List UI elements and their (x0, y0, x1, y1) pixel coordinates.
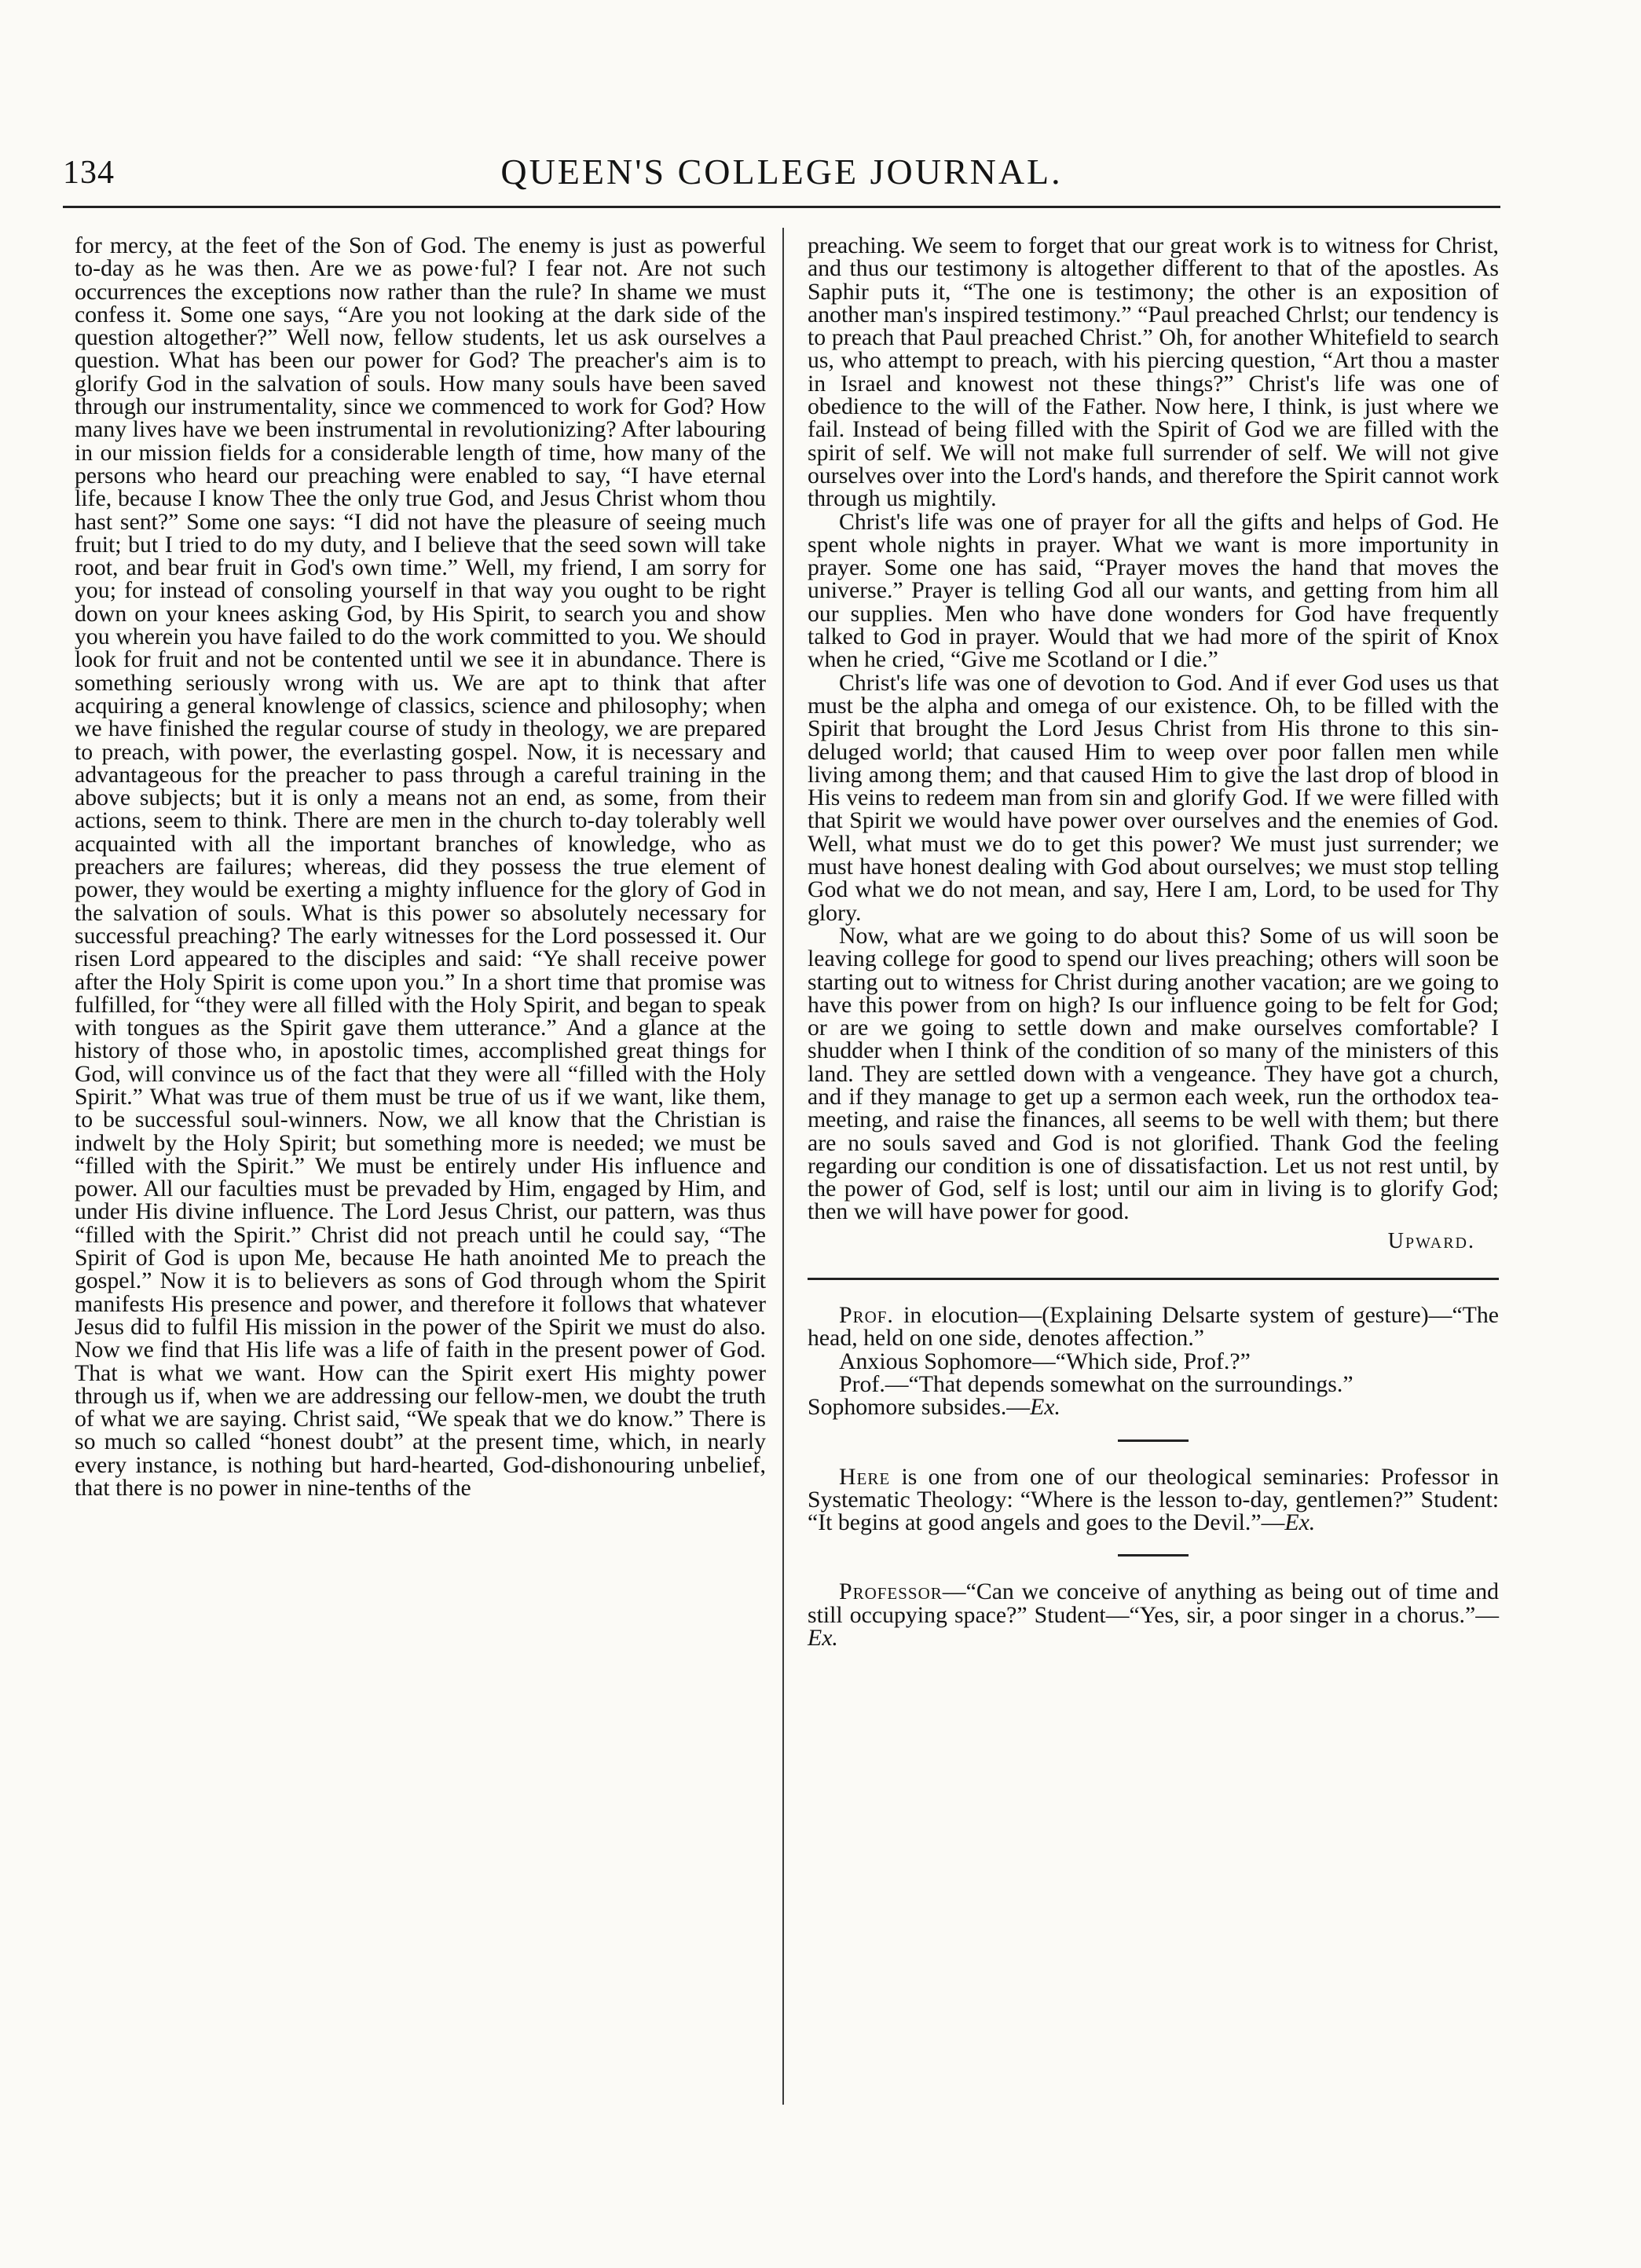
author-signature: Upward. (1387, 1228, 1475, 1253)
joke-2-lead: Here (839, 1463, 891, 1490)
joke-1-line-3: Prof.—“That depends somewhat on the surroundings.” (839, 1370, 1353, 1397)
joke-3-text: —“Can we conceive of anything as being out of time and still occupying space?” Student—“Yes, sir, a poor singer in a chorus.”— (808, 1578, 1499, 1628)
journal-title: QUEEN'S COLLEGE JOURNAL. (500, 152, 1063, 192)
joke-1-source: Ex. (1030, 1394, 1060, 1421)
joke-2-source: Ex. (1284, 1509, 1316, 1536)
joke-3-source: Ex. (808, 1625, 838, 1652)
article-paragraph: Christ's life was one of devotion to God. And if ever God uses us that must be the alpha and omega of our existence. Oh, to be filled with the Spirit that brought the Lord Jesus Christ from His throne to this sin-deluged world; that caused Him to weep over poor fallen men while living among them; and that caused Him to give the last drop of blood in His veins to redeem man from sin and glorify God. If we were filled with that Spirit we would have power over ourselves and the enemies of God. Well, what must we do to get this power? We must just surrender; we must have honest dealing with God about ourselves; we must stop telling God what we do not mean, and say, Here I am, Lord, to be used for Thy glory. (808, 669, 1499, 926)
jokes-section (808, 1302, 1499, 1652)
page-number: 134 (63, 155, 115, 191)
short-rule (1118, 1554, 1189, 1557)
joke-2 (808, 1465, 1499, 1535)
article-paragraph: Christ's life was one of prayer for all the gifts and helps of God. He spent whole nights in prayer. What we want is more importunity in prayer. Some one has said, “Prayer moves the hand that moves the universe.” Prayer is telling God all our wants, and getting from him all our supplies. Men who have done wonders for God have frequently talked to God in prayer. Would that we had more of the spirit of Knox when he cried, “Give me Scotland or I die.” (808, 508, 1499, 673)
joke-1-text: in elocution—(Explaining Delsarte system of gesture)—“The head, held on one side, denotes affection.” (808, 1302, 1499, 1352)
joke-2-text: is one from one of our theological seminaries: Professor in Systematic Theology: “Where is the lesson to-day, gentlemen?” Student: “It begins at good angels and goes to the Devil.”— (808, 1463, 1499, 1536)
page-header (63, 148, 1500, 203)
left-column (75, 234, 766, 2119)
joke-1-line-2: Anxious Sophomore—“Which side, Prof.?” (839, 1348, 1251, 1374)
right-column (808, 232, 1499, 1652)
short-rule (1118, 1439, 1189, 1442)
joke-1-lead: Prof. (839, 1302, 894, 1329)
joke-3-lead: Professor (839, 1578, 943, 1605)
article-paragraph: for mercy, at the feet of the Son of God. The enemy is just as powerful to-day as he was then. Are we as powe·ful? I fear not. Are not such occurrences the exceptions now rather than the rule? In shame we must confess it. Some one says, “Are you not looking at the dark side of the question altogether?” Well now, fellow students, let us ask ourselves a question. What has been our power for God? The preacher's aim is to glorify God in the salvation of souls. How many souls have been saved through our instrumentality, since we commenced to work for God? How many lives have we been instrumental in revolutionizing? After labouring in our mission fields for a considerable length of time, how many of the persons who heard our preaching were enabled to say, “I have eternal life, because I know Thee the only true God, and Jesus Christ whom thou hast sent?” Some one says: “I did not have the pleasure of seeing much fruit; but I tried to do my duty, and I believe that the seed sown will take root, and bear fruit in God's own time.” Well, my friend, I am sorry for you; for instead of consoling yourself in that way you ought to be right down on your knees asking God, by His Spirit, to search you and show you wherein you have failed to do the work committed to you. We should look for fruit and not be contented until we see it in abundance. There is something seriously wrong with us. We are apt to think that after acquiring a general knowlenge of classics, science and philosophy; when we have finished the regular course of study in theology, we are prepared to preach, with power, the everlasting gospel. Now, it is necessary and advantageous for the preacher to pass through a careful training in the above subjects; but it is only a means not an end, as some, from their actions, seem to think. There are men in the church to-day tolerably well acquainted with all the important branches of knowledge, who as preachers are failures; whereas, did they possess the true element of power, they would be exerting a mighty influence for the glory of God in the salvation of souls. What is this power so absolutely necessary for successful preaching? The early witnesses for the Lord possessed it. Our risen Lord appeared to the disciples and said: “Ye shall receive power after the Holy Spirit is come upon you.” In a short time that promise was fulfilled, for “they were all filled with the Holy Spirit, and began to speak with tongues as the Spirit gave them utterance.” And a glance at the history of those who, in apostolic times, accomplished great things for God, will convince us of the fact that they were all “filled with the Holy Spirit.” What was true of them must be true of us if we want, like them, to be successful soul-winners. Now, we all know that the Christian is indwelt by the Holy Spirit; but something more is needed; we must be “filled with the Spirit.” We must be entirely under His influence and power. All our faculties must be prevaded by Him, engaged by Him, and under His divine influence. The Lord Jesus Christ, our pattern, was thus “filled with the Spirit.” Christ did not preach until he could say, “The Spirit of God is upon Me, because He hath anointed Me to preach the gospel.” Now it is to believers as sons of God through whom the Spirit manifests His presence and power, and therefore it follows that whatever Jesus did to fulfil His mission in the power of the Spirit we must do also. Now we find that His life was a life of faith in the present power of God. That is what we want. How can the Spirit exert His mighty power through us if, when we are addressing our fellow-men, we doubt the truth of what we are saying. Christ said, “We speak that we do know.” There is so much so called “honest doubt” at the present time, which, in nearly every instance, is nothing but hard-hearted, God-dishonouring unbelief, that there is no power in nine-tenths of the (75, 232, 766, 1502)
joke-1-line-4 (808, 1394, 1499, 1421)
article-paragraph: Now, what are we going to do about this? Some of us will soon be leaving college for good to spend our lives preaching; others will soon be starting out to witness for Christ during another vacation; are we going to have this power from on high? Is our influence going to be felt for God; or are we going to settle down and make ourselves comfortable? I shudder when I think of the condition of so many of the ministers of this land. They are settled down with a vengeance. They have got a church, and if they manage to get up a sermon each week, run the orthodox tea-meeting, and raise the finances, all seems to be well with them; but there are no souls saved and God is not glorified. Thank God the feeling regarding our condition is one of dissatisfaction. Let us not rest until, by the power of God, self is lost; until our aim in living is to glorify God; then we will have power for good. (808, 922, 1499, 1225)
column-divider (782, 228, 784, 2105)
section-rule (808, 1278, 1499, 1280)
header-rule (63, 206, 1500, 208)
joke-1-ending: Sophomore subsides.— (808, 1394, 1031, 1421)
article-paragraph: preaching. We seem to forget that our great work is to witness for Christ, and thus our testimony is altogether different to that of the apostles. As Saphir puts it, “The one is testimony; the other is an exposition of another man's inspired testimony.” “Paul preached Chrlst; our tendency is to preach that Paul preached Christ.” Oh, for another Whitefield to search us, who attempt to preach, with his piercing question, “Art thou a master in Israel and knowest not these things?” Christ's life was one of obedience to the will of the Father. Now here, I think, is just where we fail. Instead of being filled with the Spirit of God we are filled with the spirit of self. We will not make full surrender of self. We will not give ourselves over into the Lord's hands, and therefore the Spirit cannot work through us mightily. (808, 232, 1499, 512)
joke-3 (808, 1578, 1499, 1652)
joke-1-line-1 (808, 1304, 1499, 1350)
